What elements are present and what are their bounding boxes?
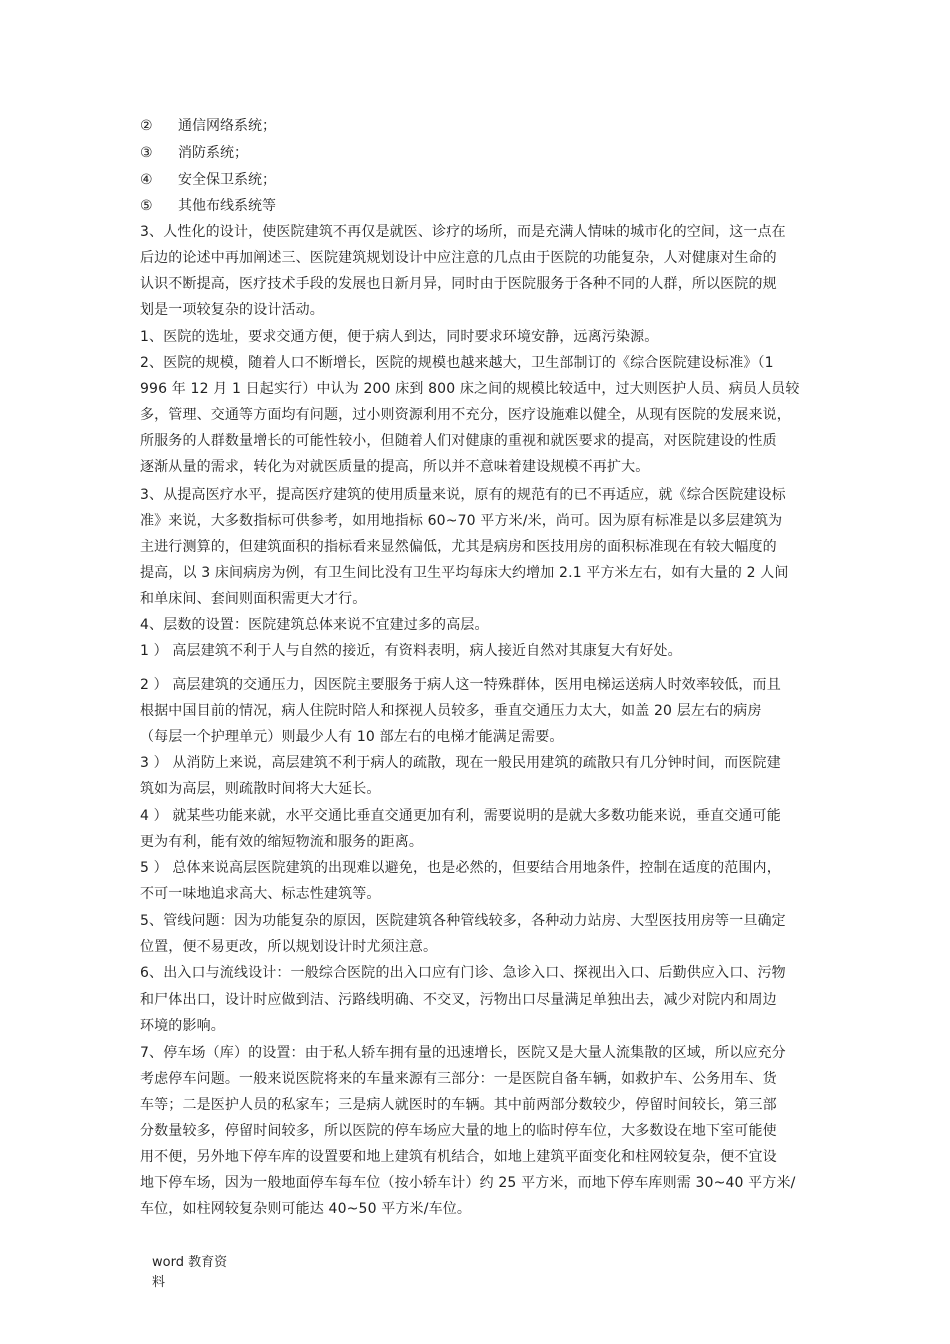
footer-line: word 教育资 <box>152 1255 228 1270</box>
text-line: 5、管线问题：因为功能复杂的原因，医院建筑各种管线较多，各种动力站房、大型医技用房等一旦确定 <box>140 913 786 929</box>
text-line: 4 ） 就某些功能来就，水平交通比垂直交通更加有利，需要说明的是就大多数功能来说，垂直交通可能 <box>140 808 781 824</box>
text-line: 7、停车场（库）的设置：由于私人轿车拥有量的迅速增长，医院又是大量人流集散的区域，所以应充分 <box>140 1045 786 1061</box>
text-line: 所服务的人群数量增长的可能性较小，但随着人们对健康的重视和就医要求的提高，对医院建设的性质 <box>140 433 777 449</box>
text-line: 5 ） 总体来说高层医院建筑的出现难以避免，也是必然的，但要结合用地条件，控制在适度的范围内， <box>140 860 781 876</box>
footer-line: 料 <box>152 1275 166 1290</box>
list-item <box>140 196 276 216</box>
text-line: 准》来说，大多数指标可供参考，如用地指标 60~70 平方米/米，尚可。因为原有标准是以多层建筑为 <box>140 513 783 529</box>
text-line: 和单床间、套间则面积需更大才行。 <box>140 591 367 607</box>
text-line: 位置，便不易更改，所以规划设计时尤须注意。 <box>140 939 438 955</box>
text-line: 根据中国目前的情况，病人住院时陪人和探视人员较多，垂直交通压力太大，如盖 20 层左右的病房 <box>140 703 762 719</box>
list-number: ④ <box>140 172 153 188</box>
list-item <box>140 170 276 190</box>
text-line: 提高，以 3 床间病房为例，有卫生间比没有卫生平均每床大约增加 2.1 平方米左右，如有大量的 2 人间 <box>140 565 789 581</box>
text-line: 996 年 12 月 1 日起实行）中认为 200 床到 800 床之间的规模比较适中，过大则医护人员、病员人员较 <box>140 381 800 397</box>
list-item <box>140 116 276 136</box>
text-line: 不可一味地追求高大、标志性建筑等。 <box>140 886 381 902</box>
text-line: 4、层数的设置：医院建筑总体来说不宜建过多的高层。 <box>140 617 489 633</box>
text-line: 分数量较多，停留时间较多，所以医院的停车场应大量的地上的临时停车位，大多数设在地下室可能使 <box>140 1123 777 1139</box>
text-line: 更为有利，能有效的缩短物流和服务的距离。 <box>140 834 423 850</box>
text-line: （每层一个护理单元）则最少人有 10 部左右的电梯才能满足需要。 <box>140 729 564 745</box>
text-line: 地下停车场，因为一般地面停车每车位（按小轿车计）约 25 平方米，而地下停车库则需 30~40 平方米/ <box>140 1175 796 1191</box>
text-line: 考虑停车问题。一般来说医院将来的车量来源有三部分：一是医院自备车辆，如救护车、公务用车、货 <box>140 1071 777 1087</box>
list-number: ③ <box>140 145 153 161</box>
list-text: 通信网络系统； <box>178 118 276 134</box>
text-line: 3、人性化的设计，使医院建筑不再仅是就医、诊疗的场所，而是充满人情味的城市化的空间，这一点在 <box>140 224 786 240</box>
text-line: 多，管理、交通等方面均有问题，过小则资源利用不充分，医疗设施难以健全，从现有医院的发展来说， <box>140 407 791 423</box>
text-line: 3、从提高医疗水平，提高医疗建筑的使用质量来说，原有的规范有的已不再适应，就《综合医院建设标 <box>140 487 786 503</box>
text-line: 车等；二是医护人员的私家车；三是病人就医时的车辆。其中前两部分数较少，停留时间较长，第三部 <box>140 1097 777 1113</box>
text-line: 3 ） 从消防上来说，高层建筑不利于病人的疏散，现在一般民用建筑的疏散只有几分钟时间，而医院建 <box>140 755 781 771</box>
list-text: 安全保卫系统； <box>178 172 276 188</box>
text-line: 认识不断提高，医疗技术手段的发展也日新月异，同时由于医院服务于各种不同的人群，所以医院的规 <box>140 276 777 292</box>
text-line: 6、出入口与流线设计：一般综合医院的出入口应有门诊、急诊入口、探视出入口、后勤供应入口、污物 <box>140 965 786 981</box>
list-text: 消防系统； <box>178 145 248 161</box>
text-line: 2、医院的规模，随着人口不断增长，医院的规模也越来越大，卫生部制订的《综合医院建设标准》（1 <box>140 355 774 371</box>
list-item <box>140 143 248 163</box>
text-line: 车位，如柱网较复杂则可能达 40~50 平方米/车位。 <box>140 1201 472 1217</box>
text-line: 环境的影响。 <box>140 1018 225 1034</box>
list-number: ⑤ <box>140 198 153 214</box>
text-line: 1 ） 高层建筑不利于人与自然的接近，有资料表明，病人接近自然对其康复大有好处。 <box>140 643 682 659</box>
text-line: 筑如为高层，则疏散时间将大大延长。 <box>140 781 381 797</box>
text-line: 逐渐从量的需求，转化为对就医质量的提高，所以并不意味着建设规模不再扩大。 <box>140 459 650 475</box>
text-line: 1、医院的选址，要求交通方便，便于病人到达，同时要求环境安静，远离污染源。 <box>140 329 659 345</box>
text-line: 划是一项较复杂的设计活动。 <box>140 302 324 318</box>
text-line: 和尸体出口，设计时应做到洁、污路线明确、不交叉，污物出口尽量满足单独出去，减少对院内和周边 <box>140 992 777 1008</box>
text-line: 用不便，另外地下停车库的设置要和地上建筑有机结合，如地上建筑平面变化和柱网较复杂，便不宜设 <box>140 1149 777 1165</box>
text-line: 主进行测算的，但建筑面积的指标看来显然偏低，尤其是病房和医技用房的面积标准现在有较大幅度的 <box>140 539 777 555</box>
list-text: 其他布线系统等 <box>178 198 276 214</box>
list-number: ② <box>140 118 153 134</box>
text-line: 后边的论述中再加阐述三、医院建筑规划设计中应注意的几点由于医院的功能复杂，人对健康对生命的 <box>140 250 777 266</box>
text-line: 2 ） 高层建筑的交通压力，因医院主要服务于病人这一特殊群体，医用电梯运送病人时效率较低，而且 <box>140 677 781 693</box>
